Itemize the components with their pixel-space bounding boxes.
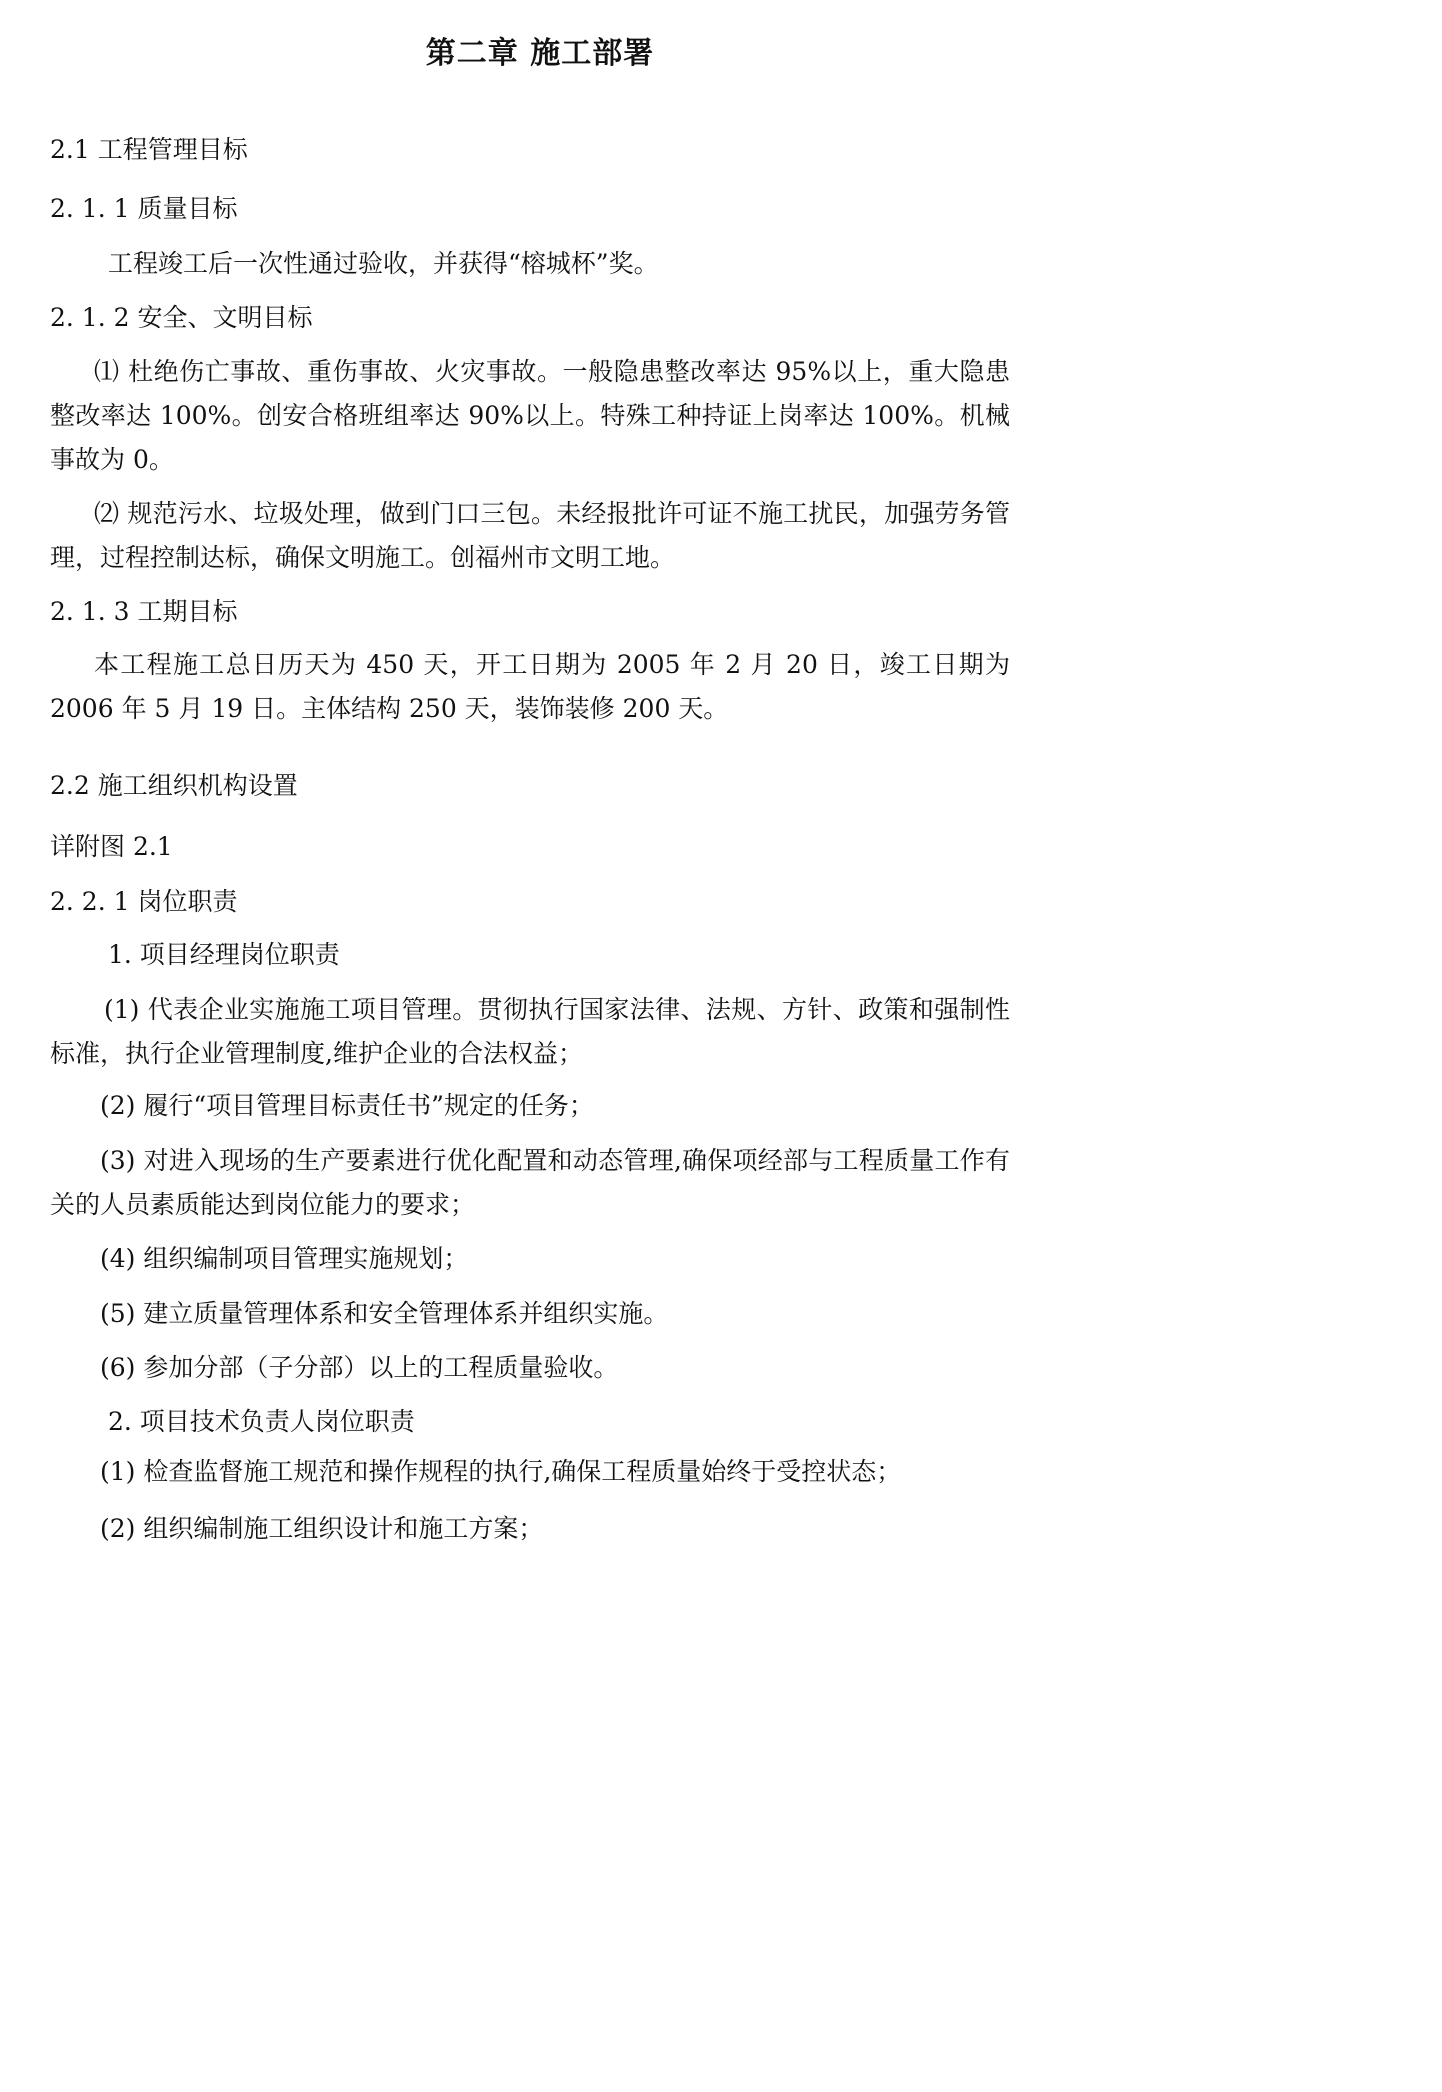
section-heading-2-2: 2.2 施工组织机构设置 — [50, 771, 298, 800]
schedule-target-text: 本工程施工总日历天为 450 天，开工日期为 2005 年 2 月 20 日，竣工日期为 2006 年 5 月 19 日。主体结构 250 天，装饰装修 200 天。 — [50, 650, 1010, 723]
pm-duty-item: (3) 对进入现场的生产要素进行优化配置和动态管理,确保项经部与工程质量工作有关的人员素质能达到岗位能力的要求； — [50, 1146, 1010, 1219]
subsection-heading-safety: 2. 1. 2 安全、文明目标 — [50, 303, 313, 332]
pm-duty-item: (2) 履行“项目管理目标责任书”规定的任务； — [100, 1091, 594, 1120]
safety-item-1: ⑴ 杜绝伤亡事故、重伤事故、火灾事故。一般隐患整改率达 95%以上，重大隐患整改率达 100%。创安合格班组率达 90%以上。特殊工种持证上岗率达 100%。机械事故为 0。 — [50, 357, 1010, 474]
tech-duty-item: (1) 检查监督施工规范和操作规程的执行,确保工程质量始终于受控状态； — [100, 1457, 902, 1486]
pm-duty-item: (4) 组织编制项目管理实施规划； — [100, 1244, 469, 1273]
figure-reference-note: 详附图 2.1 — [50, 832, 173, 861]
subsection-heading-duties: 2. 2. 1 岗位职责 — [50, 887, 238, 916]
safety-item-2: ⑵ 规范污水、垃圾处理，做到门口三包。未经报批许可证不施工扰民，加强劳务管理，过程控制达标，确保文明施工。创福州市文明工地。 — [50, 499, 1010, 572]
pm-duty-item: (1) 代表企业实施施工项目管理。贯彻执行国家法律、法规、方针、政策和强制性标准，执行企业管理制度,维护企业的合法权益； — [50, 995, 1010, 1068]
quality-target-text: 工程竣工后一次性通过验收，并获得“榕城杯”奖。 — [108, 249, 659, 278]
pm-duties-heading: 1. 项目经理岗位职责 — [108, 940, 340, 969]
tech-duty-item: (2) 组织编制施工组织设计和施工方案； — [100, 1514, 544, 1543]
chapter-title: 第二章 施工部署 — [425, 36, 655, 71]
section-heading-2-1: 2.1 工程管理目标 — [50, 135, 248, 164]
tech-duties-heading: 2. 项目技术负责人岗位职责 — [108, 1407, 415, 1436]
subsection-heading-schedule: 2. 1. 3 工期目标 — [50, 597, 238, 626]
pm-duty-item: (6) 参加分部（子分部）以上的工程质量验收。 — [100, 1353, 619, 1382]
subsection-heading-quality: 2. 1. 1 质量目标 — [50, 194, 238, 223]
pm-duty-item: (5) 建立质量管理体系和安全管理体系并组织实施。 — [100, 1299, 669, 1328]
